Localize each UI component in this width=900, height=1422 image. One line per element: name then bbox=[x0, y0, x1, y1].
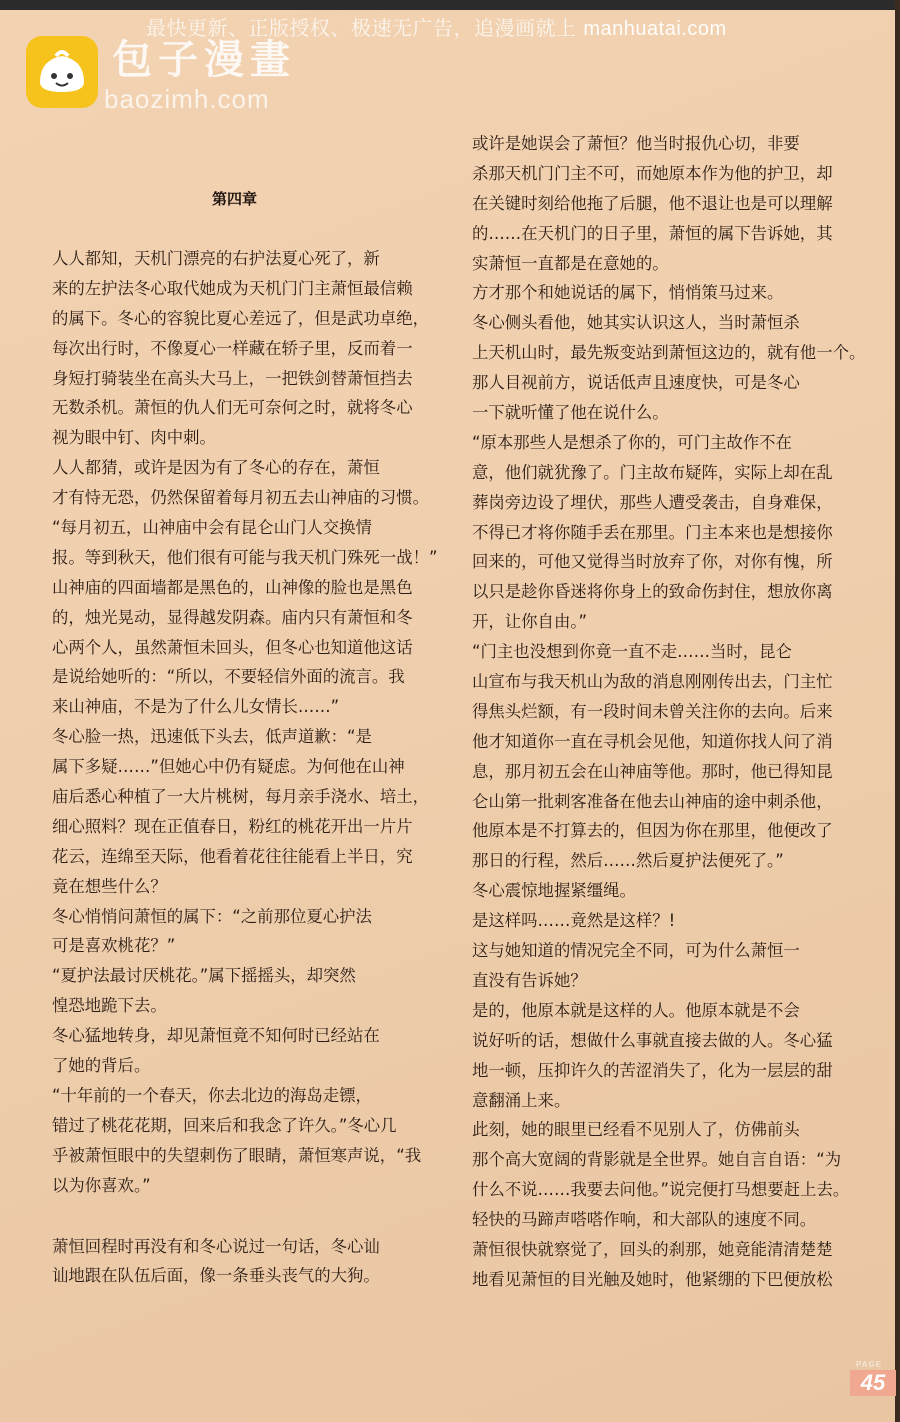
text-line: 来的左护法冬心取代她成为天机门门主萧恒最信赖 bbox=[52, 278, 413, 298]
text-line: 讪地跟在队伍后面，像一条垂头丧气的大狗。 bbox=[52, 1266, 380, 1286]
text-line: 葬岗旁边设了埋伏，那些人遭受袭击，自身难保， bbox=[472, 492, 833, 512]
text-line: 属下多疑……”但她心中仍有疑虑。为何他在山神 bbox=[52, 757, 405, 777]
text-line: 是这样吗……竟然是这样？! bbox=[472, 911, 676, 931]
text-line: 开，让你自由。” bbox=[472, 612, 588, 632]
text-line: 不得已才将你随手丢在那里。门主本来也是想接你 bbox=[472, 522, 833, 542]
text-line: 心两个人，虽然萧恒未回头，但冬心也知道他这话 bbox=[52, 637, 413, 657]
text-line: 这与她知道的情况完全不同，可为什么萧恒一 bbox=[472, 941, 800, 961]
text-line: 山宣布与我天机山为敌的消息刚刚传出去，门主忙 bbox=[472, 672, 833, 692]
text-line: 了她的背后。 bbox=[52, 1056, 151, 1076]
watermark-banner-site: manhuatai.com bbox=[583, 18, 727, 40]
text-line: 那人目视前方，说话低声且速度快，可是冬心 bbox=[472, 373, 800, 393]
text-line: 一下就听懂了他在说什么。 bbox=[472, 403, 669, 423]
text-line: 萧恒很快就察觉了，回头的刹那，她竟能清清楚楚 bbox=[472, 1239, 833, 1259]
text-line: 此刻，她的眼里已经看不见别人了，仿佛前头 bbox=[472, 1120, 800, 1140]
text-line: 意，他们就犹豫了。门主故布疑阵，实际上却在乱 bbox=[472, 462, 833, 482]
text-line: 那日的行程，然后……然后夏护法便死了。” bbox=[472, 851, 784, 871]
text-line: “十年前的一个春天，你去北边的海岛走镖， bbox=[52, 1085, 372, 1105]
text-line: 息，那月初五会在山神庙等他。那时，他已得知昆 bbox=[472, 761, 833, 781]
text-line: 每次出行时，不像夏心一样藏在轿子里，反而着一 bbox=[52, 338, 413, 358]
text-line: 竟在想些什么？ bbox=[52, 876, 167, 896]
text-line: 直没有告诉她？ bbox=[472, 970, 587, 990]
text-line: 的，烛光晃动，显得越发阴森。庙内只有萧恒和冬 bbox=[52, 607, 413, 627]
text-line: 仑山第一批刺客准备在他去山神庙的途中刺杀他， bbox=[472, 791, 833, 811]
text-line: 回来的，可他又觉得当时放弃了你，对你有愧，所 bbox=[472, 552, 833, 572]
text-line: 以为你喜欢。” bbox=[52, 1175, 151, 1195]
text-line: 乎被萧恒眼中的失望刺伤了眼睛，萧恒寒声说，“我 bbox=[52, 1145, 422, 1165]
text-line: 得焦头烂额，有一段时间未曾关注你的去向。后来 bbox=[472, 701, 833, 721]
text-line: “原本那些人是想杀了你的，可门主故作不在 bbox=[472, 432, 792, 452]
scan-edge-right bbox=[895, 0, 900, 1422]
text-line: 才有恃无恐，仍然保留着每月初五去山神庙的习惯。 bbox=[52, 488, 429, 508]
text-line: 是说给她听的：“所以，不要轻信外面的流言。我 bbox=[52, 667, 405, 687]
text-line: 意翻涌上来。 bbox=[472, 1090, 571, 1110]
text-line: 什么不说……我要去问他。”说完便打马想要赶上去。 bbox=[472, 1180, 850, 1200]
text-line: 是的，他原本就是这样的人。他原本就是不会 bbox=[472, 1000, 800, 1020]
watermark-logo-text: 包子漫畫 bbox=[112, 37, 296, 83]
text-line: 来山神庙，不是为了什么儿女情长……” bbox=[52, 697, 340, 717]
text-line: 在关键时刻给他拖了后腿，他不退让也是可以理解 bbox=[472, 193, 833, 213]
text-line: 冬心侧头看他，她其实认识这人，当时萧恒杀 bbox=[472, 313, 800, 333]
text-line: “每月初五，山神庙中会有昆仑山门人交换情 bbox=[52, 518, 372, 538]
text-line: 无数杀机。萧恒的仇人们无可奈何之时，就将冬心 bbox=[52, 398, 413, 418]
text-line: 说好听的话，想做什么事就直接去做的人。冬心猛 bbox=[472, 1030, 833, 1050]
paragraph-gap bbox=[52, 1201, 422, 1232]
text-line: 的……在天机门的日子里，萧恒的属下告诉她，其 bbox=[472, 223, 833, 243]
watermark-banner-text: 最快更新、正版授权、极速无广告，追漫画就上 bbox=[146, 16, 577, 40]
text-line: 惶恐地跪下去。 bbox=[52, 996, 167, 1016]
text-line: 可是喜欢桃花？” bbox=[52, 936, 176, 956]
text-line: 的属下。冬心的容貌比夏心差远了，但是武功卓绝， bbox=[52, 308, 429, 328]
text-line: 那个高大宽阔的背影就是全世界。她自言自语：“为 bbox=[472, 1150, 842, 1170]
right-text-column bbox=[472, 129, 866, 1295]
text-line: 山神庙的四面墙都是黑色的，山神像的脸也是黑色 bbox=[52, 577, 413, 597]
text-line: 地一顿，压抑许久的苦涩消失了，化为一层层的甜 bbox=[472, 1060, 833, 1080]
page-label: PAGE bbox=[856, 1360, 883, 1369]
text-line: 冬心猛地转身，却见萧恒竟不知何时已经站在 bbox=[52, 1026, 380, 1046]
text-line: 花云，连绵至天际，他看着花往往能看上半日，究 bbox=[52, 846, 413, 866]
text-line: 实萧恒一直都是在意她的。 bbox=[472, 253, 669, 273]
text-line: 杀那天机门门主不可，而她原本作为他的护卫，却 bbox=[472, 163, 833, 183]
text-line: 庙后悉心种植了一大片桃树，每月亲手浇水、培土， bbox=[52, 787, 429, 807]
text-line: 报。等到秋天，他们很有可能与我天机门殊死一战！” bbox=[52, 547, 438, 567]
text-line: 或许是她误会了萧恒？他当时报仇心切，非要 bbox=[472, 134, 800, 153]
text-line: 轻快的马蹄声嗒嗒作响，和大部队的速度不同。 bbox=[472, 1210, 817, 1230]
watermark-logo-domain: baozimh.com bbox=[104, 84, 270, 114]
text-line: 人人都猜，或许是因为有了冬心的存在，萧恒 bbox=[52, 458, 380, 478]
scan-edge-top bbox=[0, 0, 900, 10]
text-line: 人人都知，天机门漂亮的右护法夏心死了，新 bbox=[52, 249, 380, 268]
text-line: 方才那个和她说话的属下，悄悄策马过来。 bbox=[472, 283, 784, 303]
left-paragraph-block-end bbox=[52, 1232, 422, 1292]
text-line: “夏护法最讨厌桃花。”属下摇摇头，却突然 bbox=[52, 966, 356, 986]
text-line: 以只是趁你昏迷将你身上的致命伤封住，想放你离 bbox=[472, 582, 833, 602]
text-line: 冬心震惊地握紧缰绳。 bbox=[472, 881, 636, 901]
text-line: 上天机山时，最先叛变站到萧恒这边的，就有他一个。 bbox=[472, 343, 866, 363]
text-line: 冬心悄悄问萧恒的属下：“之前那位夏心护法 bbox=[52, 906, 372, 926]
bun-mascot-icon bbox=[26, 36, 98, 108]
text-line: 身短打骑装坐在高头大马上，一把铁剑替萧恒挡去 bbox=[52, 368, 413, 388]
left-text-column bbox=[52, 244, 438, 1291]
text-line: 冬心脸一热，迅速低下头去，低声道歉：“是 bbox=[52, 727, 372, 747]
text-line: 错过了桃花花期，回来后和我念了许久。”冬心几 bbox=[52, 1115, 397, 1135]
text-line: 视为眼中钉、肉中刺。 bbox=[52, 428, 216, 448]
text-line: 细心照料？现在正值春日，粉红的桃花开出一片片 bbox=[52, 816, 413, 836]
text-line: 萧恒回程时再没有和冬心说过一句话，冬心讪 bbox=[52, 1236, 380, 1256]
text-line: 他原本是不打算去的，但因为你在那里，他便改了 bbox=[472, 821, 833, 841]
text-line: 地看见萧恒的目光触及她时，他紧绷的下巴便放松 bbox=[472, 1269, 833, 1289]
text-line: 他才知道你一直在寻机会见他，知道你找人问了消 bbox=[472, 731, 833, 751]
text-line: “门主也没想到你竟一直不走……当时，昆仑 bbox=[472, 642, 792, 662]
chapter-title: 第四章 bbox=[212, 190, 258, 208]
left-paragraph-block bbox=[52, 244, 438, 1201]
page-number: 45 bbox=[850, 1370, 896, 1396]
